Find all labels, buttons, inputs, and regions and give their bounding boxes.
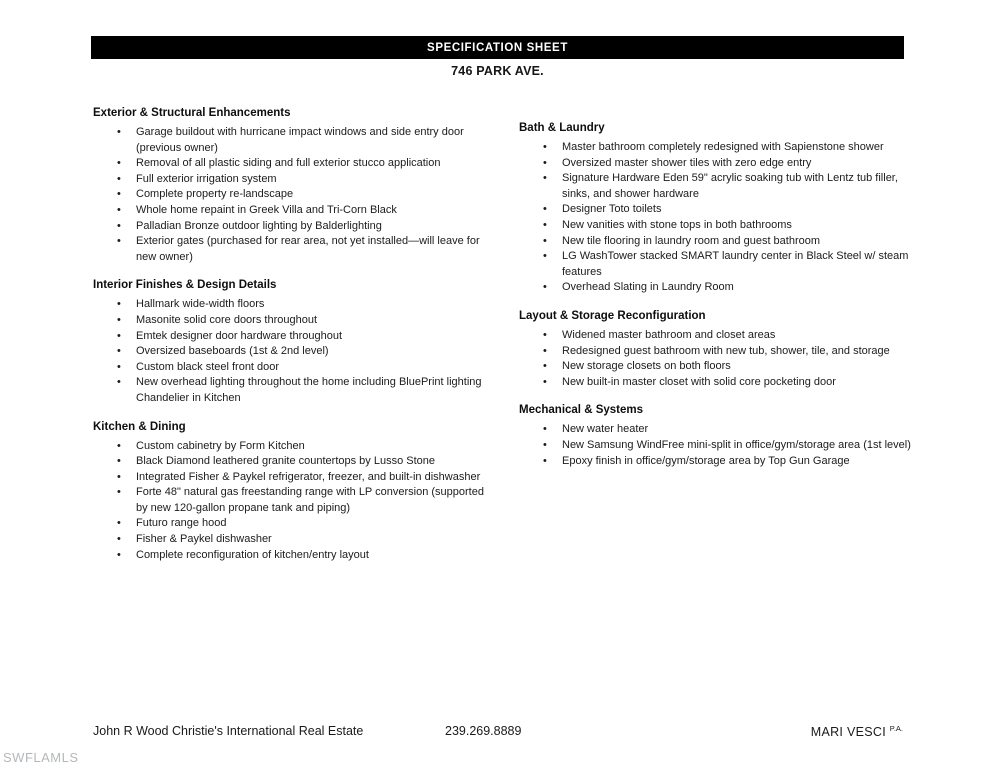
section-interior-finishes-and-design-details (93, 278, 485, 406)
spec-item-text: Overhead Slating in Laundry Room (562, 281, 734, 294)
spec-item-text: LG WashTower stacked SMART laundry center in Black Steel w/ steam features (562, 250, 909, 278)
bullet-icon: • (543, 360, 547, 373)
spec-item (93, 360, 485, 376)
bullet-icon: • (543, 218, 547, 231)
bullet-icon: • (543, 281, 547, 294)
spec-item (519, 249, 911, 280)
right-column (519, 121, 911, 482)
bullet-icon: • (117, 470, 121, 483)
page-title: SPECIFICATION SHEET (427, 41, 568, 54)
agent-name: MARI VESCI $^{P.A.}$ (810, 724, 903, 740)
bullet-icon: • (117, 203, 121, 216)
brokerage-name: John R Wood Christie's International Real Estate (93, 724, 364, 738)
spec-item-text: Forte 48" natural gas freestanding range with LP conversion (supported by new 120-gallon propane tank and piping) (136, 486, 484, 514)
spec-item (93, 125, 485, 156)
bullet-icon: • (117, 235, 121, 248)
spec-item (519, 328, 911, 344)
section-item-list (519, 328, 911, 390)
spec-item-text: Masonite solid core doors throughout (136, 313, 317, 326)
spec-item (519, 280, 911, 296)
spec-item (93, 375, 485, 406)
bullet-icon: • (117, 517, 121, 530)
bullet-icon: • (117, 172, 121, 185)
spec-item (93, 454, 485, 470)
section-item-list (93, 439, 485, 564)
spec-item (93, 203, 485, 219)
spec-item-text: Complete property re-landscape (136, 188, 294, 201)
bullet-icon: • (117, 157, 121, 170)
spec-sheet-title-bar (91, 36, 904, 59)
spec-item-text: Removal of all plastic siding and full exterior stucco application (136, 157, 441, 170)
section-item-list (519, 422, 911, 469)
spec-item (93, 219, 485, 235)
bullet-icon: • (543, 328, 547, 341)
bullet-icon: • (117, 439, 121, 452)
spec-item-text: New vanities with stone tops in both bathrooms (562, 218, 792, 231)
bullet-icon: • (543, 344, 547, 357)
spec-item-text: Redesigned guest bathroom with new tub, shower, tile, and storage (562, 344, 890, 357)
section-heading: Layout & Storage Reconfiguration (519, 309, 706, 322)
bullet-icon: • (117, 533, 121, 546)
spec-item-text: Palladian Bronze outdoor lighting by Balderlighting (136, 219, 382, 232)
spec-item-text: Designer Toto toilets (562, 203, 662, 216)
spec-item-text: Custom cabinetry by Form Kitchen (136, 439, 305, 452)
spec-item (93, 234, 485, 265)
section-item-list (93, 297, 485, 406)
spec-item (519, 359, 911, 375)
bullet-icon: • (543, 203, 547, 216)
bullet-icon: • (117, 126, 121, 138)
bullet-icon: • (117, 345, 121, 358)
spec-item-text: Black Diamond leathered granite countertops by Lusso Stone (136, 455, 436, 468)
spec-item (519, 171, 911, 202)
spec-item-text: New overhead lighting throughout the home including BluePrint lighting Chandelier in Kitchen (136, 376, 482, 404)
section-exterior-and-structural-enhancements (93, 106, 485, 265)
spec-item-text: Complete reconfiguration of kitchen/entry layout (136, 548, 369, 561)
footer (0, 724, 995, 744)
spec-item-text: Exterior gates (purchased for rear area, not yet installed—will leave for new owner) (136, 235, 480, 263)
bullet-icon: • (117, 219, 121, 232)
section-item-list (93, 125, 485, 265)
bullet-icon: • (543, 172, 547, 185)
spec-item (519, 218, 911, 234)
spec-item-text: New built-in master closet with solid core pocketing door (562, 375, 836, 388)
property-address: 746 PARK AVE. (451, 64, 544, 78)
section-heading: Bath & Laundry (519, 122, 605, 134)
spec-item-text: New water heater (562, 423, 649, 436)
mls-watermark: SWFLAMLS (3, 750, 79, 765)
spec-item (519, 344, 911, 360)
section-kitchen-and-dining (93, 420, 485, 564)
spec-item (519, 156, 911, 172)
bullet-icon: • (117, 548, 121, 561)
spec-item (519, 202, 911, 218)
spec-item (93, 313, 485, 329)
spec-item-text: Garage buildout with hurricane impact windows and side entry door (previous owner) (136, 126, 464, 154)
spec-item (93, 156, 485, 172)
spec-item-text: New tile flooring in laundry room and guest bathroom (562, 234, 821, 247)
spec-item-text: Futuro range hood (136, 517, 227, 530)
bullet-icon: • (543, 375, 547, 388)
spec-item (519, 438, 911, 454)
bullet-icon: • (543, 454, 547, 467)
bullet-icon: • (543, 423, 547, 436)
spec-item (93, 470, 485, 486)
spec-item (93, 172, 485, 188)
spec-item (93, 187, 485, 203)
spec-item (93, 516, 485, 532)
spec-item-text: Signature Hardware Eden 59" acrylic soaking tub with Lentz tub filler, sinks, and shower hardware (562, 172, 898, 200)
spec-item (93, 344, 485, 360)
spec-item (519, 422, 911, 438)
left-column (93, 106, 485, 576)
bullet-icon: • (543, 141, 547, 153)
spec-item-text: Master bathroom completely redesigned with Sapienstone shower (562, 141, 884, 153)
spec-item-text: New Samsung WindFree mini-split in office/gym/storage area (1st level) (562, 438, 911, 451)
spec-item-text: Epoxy finish in office/gym/storage area by Top Gun Garage (562, 454, 850, 467)
bullet-icon: • (543, 438, 547, 451)
bullet-icon: • (117, 188, 121, 201)
agent-designation: P.A. (889, 724, 903, 733)
section-mechanical-and-systems (519, 403, 911, 469)
spec-item-text: Widened master bathroom and closet areas (562, 328, 776, 341)
spec-item (93, 439, 485, 455)
spec-item (93, 297, 485, 313)
bullet-icon: • (117, 376, 121, 389)
section-heading: Exterior & Structural Enhancements (93, 107, 291, 119)
phone-number: 239.269.8889 (445, 724, 522, 738)
spec-item (93, 532, 485, 548)
section-heading: Mechanical & Systems (519, 404, 644, 417)
spec-item-text: New storage closets on both floors (562, 360, 731, 373)
spec-item-text: Oversized baseboards (1st & 2nd level) (136, 345, 329, 358)
section-heading: Kitchen & Dining (93, 420, 186, 433)
spec-item-text: Oversized master shower tiles with zero edge entry (562, 156, 812, 169)
spec-item (519, 234, 911, 250)
section-item-list (519, 140, 911, 296)
bullet-icon: • (117, 455, 121, 468)
spec-item-text: Integrated Fisher & Paykel refrigerator, freezer, and built-in dishwasher (136, 470, 481, 483)
spec-item-text: Fisher & Paykel dishwasher (136, 533, 272, 546)
section-layout-and-storage-reconfiguration (519, 309, 911, 390)
spec-item-text: Full exterior irrigation system (136, 172, 277, 185)
spec-item (519, 375, 911, 391)
spec-item-text: Whole home repaint in Greek Villa and Tri-Corn Black (136, 203, 397, 216)
spec-item-text: Emtek designer door hardware throughout (136, 329, 343, 342)
bullet-icon: • (543, 234, 547, 247)
bullet-icon: • (117, 486, 121, 499)
bullet-icon: • (117, 360, 121, 373)
spec-item-text: Custom black steel front door (136, 360, 280, 373)
bullet-icon: • (117, 313, 121, 326)
spec-item (519, 454, 911, 470)
spec-item (93, 548, 485, 564)
bullet-icon: • (543, 156, 547, 169)
section-heading: Interior Finishes & Design Details (93, 279, 277, 292)
section-bath-and-laundry (519, 121, 911, 296)
spec-item-text: Hallmark wide-width floors (136, 298, 265, 311)
bullet-icon: • (117, 329, 121, 342)
spec-item (519, 140, 911, 156)
spec-item (93, 329, 485, 345)
bullet-icon: • (543, 250, 547, 263)
bullet-icon: • (117, 298, 121, 311)
spec-item (93, 485, 485, 516)
